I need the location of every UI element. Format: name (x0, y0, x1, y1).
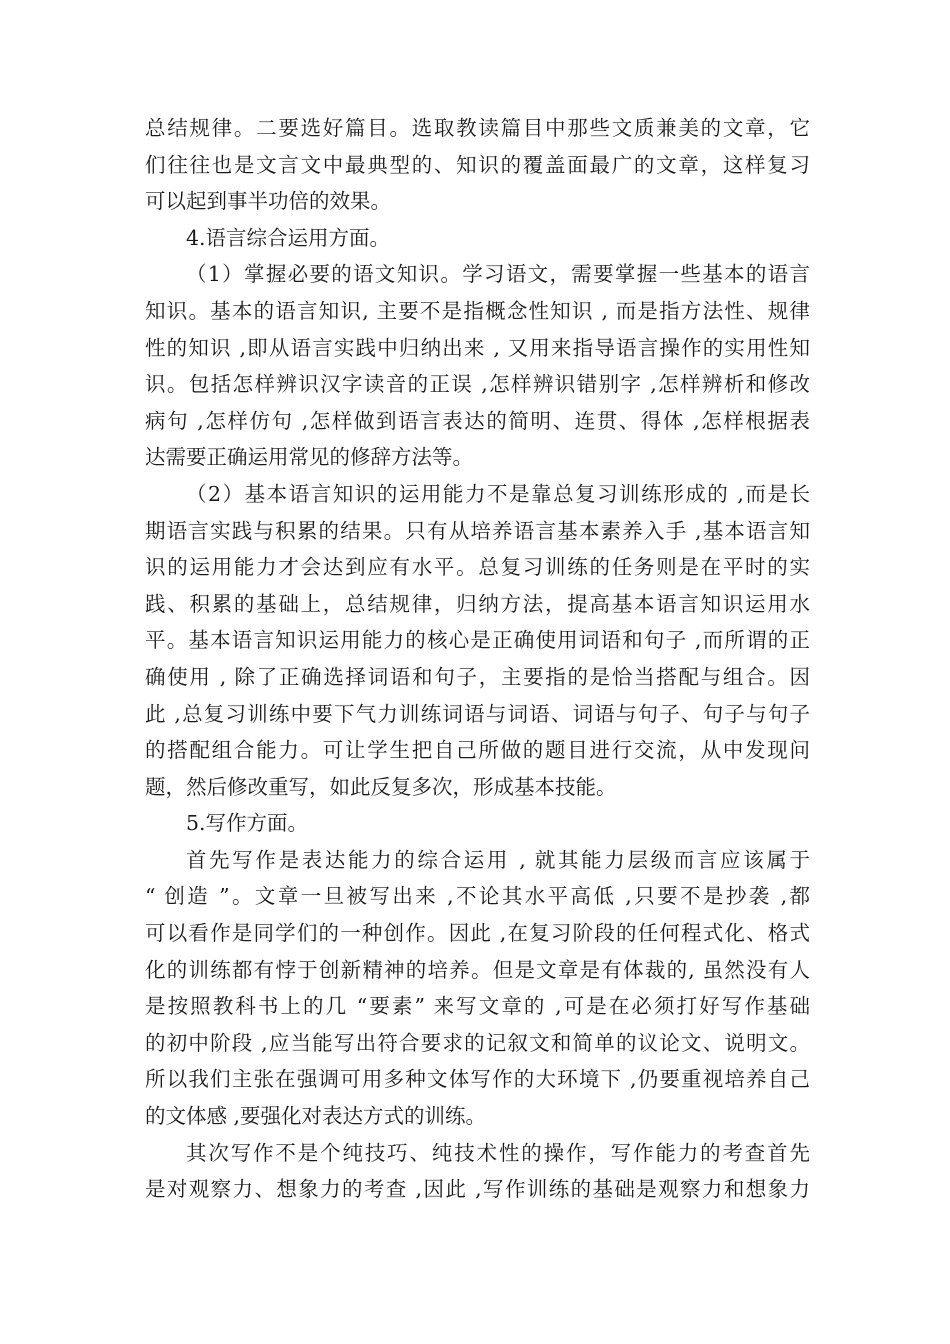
text-line: 可以起到事半功倍的效果。 (145, 189, 391, 214)
text-line: 平。基本语言知识运用能力的核心是正确使用词语和句子 ,而所谓的正 (145, 628, 810, 653)
text-line: 性的知识 ,即从语言实践中归纳出来 , 又用来指导语言操作的实用性知 (145, 335, 810, 360)
text-line: 可以看作是同学们的一种创作。因此 ,在复习阶段的任何程式化、格式 (145, 921, 810, 946)
text-line: 是对观察力、想象力的考查 ,因此 ,写作训练的基础是观察力和想象力 (145, 1177, 810, 1202)
text-line: 确使用 , 除了正确选择词语和句子，主要指的是恰当搭配与组合。因 (145, 664, 810, 689)
text-line: 化的训练都有悖于创新精神的培养。但是文章是有体裁的, 虽然没有人 (145, 957, 810, 982)
text-line: 题，然后修改重写，如此反复多次，形成基本技能。 (145, 774, 617, 799)
text-line: 识的运用能力才会达到应有水平。总复习训练的任务则是在平时的实 (145, 555, 810, 580)
text-line: 知识。基本的语言知识, 主要不是指概念性知识 , 而是指方法性、规律 (145, 298, 810, 323)
text-line: 识。包括怎样辨识汉字读音的正误 ,怎样辨识错别字 ,怎样辨析和修改 (145, 372, 810, 397)
body-text (145, 110, 810, 1208)
text-line: 所以我们主张在强调可用多种文体写作的大环境下 ,仍要重视培养自己 (145, 1067, 810, 1092)
text-line: 的文体感 ,要强化对表达方式的训练。 (145, 1104, 487, 1129)
text-line: 践、积累的基础上，总结规律，归纳方法，提高基本语言知识运用水 (145, 591, 810, 616)
text-line: （2）基本语言知识的运用能力不是靠总复习训练形成的 ,而是长 (186, 481, 810, 506)
text-line: 达需要正确运用常见的修辞方法等。 (145, 445, 473, 470)
text-line: （1）掌握必要的语文知识。学习语文，需要掌握一些基本的语言 (186, 262, 810, 287)
text-line: 期语言实践与积累的结果。只有从培养语言基本素养入手 ,基本语言知 (145, 518, 810, 543)
text-line: 的搭配组合能力。可让学生把自己所做的题目进行交流，从中发现问 (145, 738, 810, 763)
text-line: “ 创造 ”。文章一旦被写出来 ,不论其水平高低 ,只要不是抄袭 ,都 (145, 884, 810, 909)
text-line: 总结规律。二要选好篇目。选取教读篇目中那些文质兼美的文章，它 (145, 116, 810, 140)
text-line: 首先写作是表达能力的综合运用 , 就其能力层级而言应该属于 (186, 847, 810, 872)
text-line: 5.写作方面。 (186, 811, 309, 836)
text-line: 此 ,总复习训练中要下气力训练词语与词语、词语与句子、句子与句子 (145, 701, 810, 726)
text-line: 的初中阶段 ,应当能写出符合要求的记叙文和简单的议论文、说明文。 (145, 1030, 810, 1055)
text-line: 其次写作不是个纯技巧、纯技术性的操作，写作能力的考查首先 (186, 1140, 810, 1165)
text-line: 们往往也是文言文中最典型的、知识的覆盖面最广的文章，这样复习 (145, 152, 810, 177)
text-line: 4.语言综合运用方面。 (186, 225, 391, 250)
text-line: 病句 ,怎样仿句 ,怎样做到语言表达的简明、连贯、得体 ,怎样根据表 (145, 408, 810, 433)
text-line: 是按照教科书上的几 “要素” 来写文章的 ,可是在必须打好写作基础 (145, 994, 810, 1019)
